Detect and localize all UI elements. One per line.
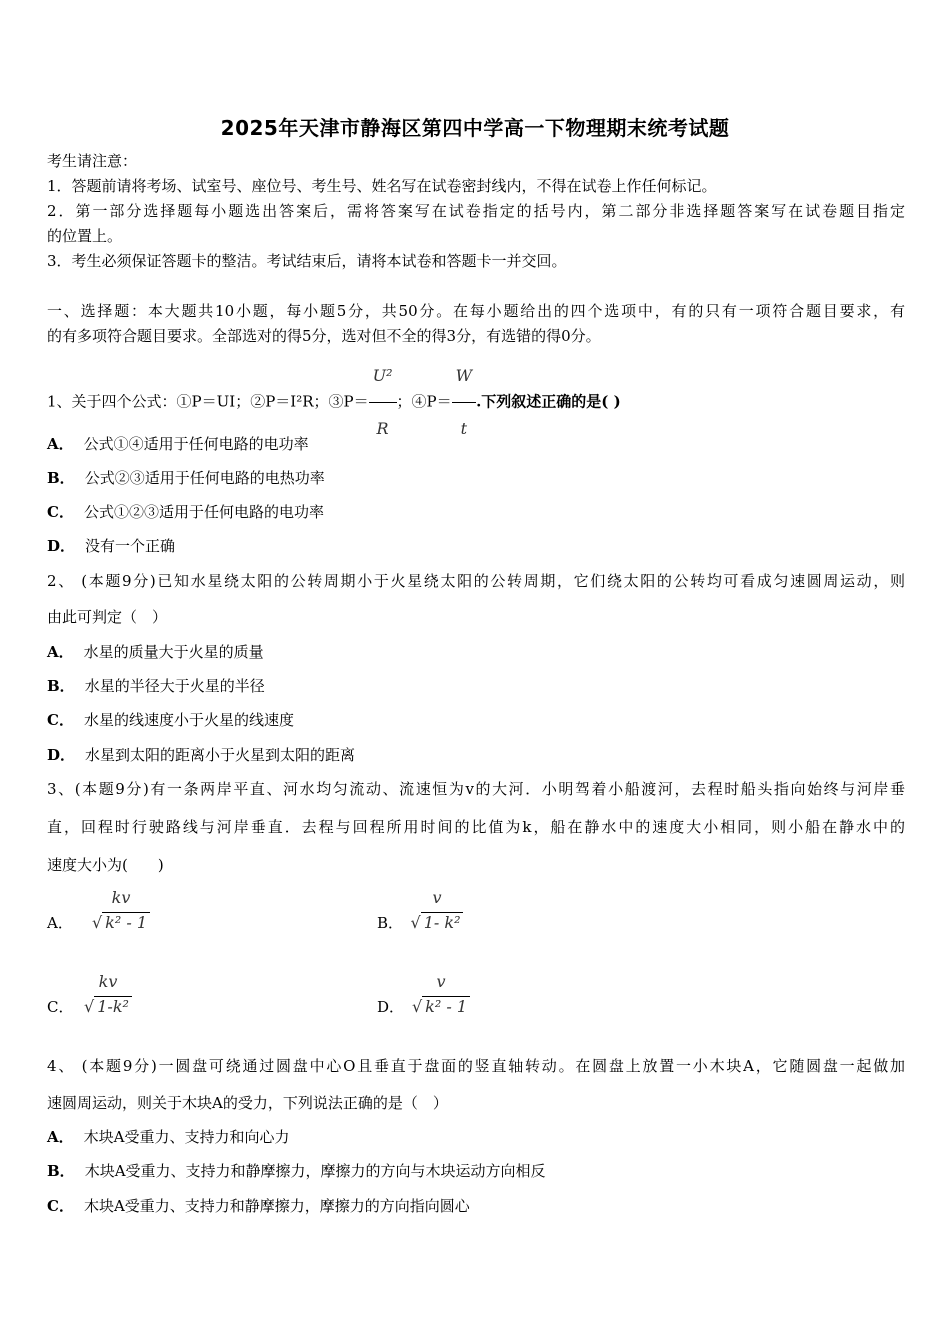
q3-d-denominator: k² - 1 bbox=[422, 996, 470, 1017]
formula-w-over-t bbox=[452, 352, 476, 453]
q4-option-c: C． 木块A受重力、支持力和静摩擦力，摩擦力的方向指向圆心 bbox=[47, 1197, 470, 1215]
q3-option-c-formula: kv √ 1-k² bbox=[78, 972, 138, 1017]
notice-item-3: 3．考生必须保证答题卡的整洁。考试结束后，请将本试卷和答题卡一并交回。 bbox=[47, 252, 567, 270]
q3-b-numerator: v bbox=[432, 888, 442, 907]
notice-item-2-cont: 的位置上。 bbox=[47, 227, 123, 245]
question-2-line1: 2、 (本题9分)已知水星绕太阳的公转周期小于火星绕太阳的公转周期，它们绕太阳的公转均可看成匀速圆周运动，则 bbox=[47, 572, 905, 590]
formula-4-denominator: t bbox=[452, 402, 476, 453]
formula-3-numerator: U² bbox=[372, 366, 393, 385]
notice-item-1: 1．答题前请将考场、试室号、座位号、考生号、姓名写在试卷密封线内，不得在试卷上作任何标记。 bbox=[47, 177, 717, 195]
question-2-line2: 由此可判定（ ） bbox=[47, 608, 168, 626]
q3-option-a-formula: kv √ k² - 1 bbox=[88, 888, 154, 933]
section-intro-line2: 的有多项符合题目要求。全部选对的得5分，选对但不全的得3分，有选错的得0分。 bbox=[47, 327, 601, 345]
q3-d-numerator: v bbox=[436, 972, 446, 991]
q2-option-b: B． 水星的半径大于火星的半径 bbox=[47, 677, 265, 695]
q2-option-d: D． 水星到太阳的距离小于火星到太阳的距离 bbox=[47, 746, 356, 764]
formula-u2-over-r bbox=[369, 352, 397, 453]
q1-option-b: B． 公式②③适用于任何电路的电热功率 bbox=[47, 469, 325, 487]
notice-heading: 考生请注意： bbox=[47, 152, 138, 170]
notice-item-2: 2．第一部分选择题每小题选出答案后，需将答案写在试卷指定的括号内，第二部分非选择题答案写在试卷题目指定 bbox=[47, 202, 905, 220]
section-intro-line1: 一、选择题：本大题共10小题，每小题5分，共50分。在每小题给出的四个选项中，有的只有一项符合题目要求，有 bbox=[47, 302, 905, 320]
q1-suffix: .下列叙述正确的是( ) bbox=[476, 392, 621, 411]
question-4-line1: 4、 (本题9分)一圆盘可绕通过圆盘中心O且垂直于盘面的竖直轴转动。在圆盘上放置一小木块A，它随圆盘一起做加 bbox=[47, 1057, 905, 1075]
q1-mid: ；④P＝ bbox=[396, 392, 452, 411]
q3-c-numerator: kv bbox=[98, 972, 118, 991]
q1-option-a: A． 公式①④适用于任何电路的电功率 bbox=[47, 435, 309, 453]
q3-option-a-label: A． bbox=[47, 914, 73, 932]
q1-option-c: C． 公式①②③适用于任何电路的电功率 bbox=[47, 503, 324, 521]
q1-prefix: 1、关于四个公式：①P＝UI；②P＝I²R；③P＝ bbox=[47, 392, 369, 411]
q1-option-d: D． 没有一个正确 bbox=[47, 537, 176, 555]
q2-option-c: C． 水星的线速度小于火星的线速度 bbox=[47, 711, 294, 729]
formula-3-denominator: R bbox=[369, 402, 397, 453]
formula-4-numerator: W bbox=[455, 366, 473, 385]
q4-option-a: A． 木块A受重力、支持力和向心力 bbox=[47, 1128, 290, 1146]
page-title: 2025年天津市静海区第四中学高一下物理期末统考试题 bbox=[220, 116, 730, 140]
question-3-line3: 速度大小为( ) bbox=[47, 856, 164, 874]
q3-option-b-label: B． bbox=[377, 914, 404, 932]
q3-option-b-formula: v √ 1- k² bbox=[404, 888, 470, 933]
q3-a-denominator: k² - 1 bbox=[102, 912, 150, 933]
q3-c-denominator: 1-k² bbox=[94, 996, 132, 1017]
q3-option-d-label: D． bbox=[377, 998, 405, 1016]
q2-option-a: A． 水星的质量大于火星的质量 bbox=[47, 643, 264, 661]
question-4-line2: 速圆周运动，则关于木块A的受力，下列说法正确的是（ ） bbox=[47, 1094, 448, 1112]
q3-option-d-formula: v √ k² - 1 bbox=[408, 972, 474, 1017]
q4-option-b: B． 木块A受重力、支持力和静摩擦力，摩擦力的方向与木块运动方向相反 bbox=[47, 1162, 546, 1180]
q3-option-c-label: C． bbox=[47, 998, 74, 1016]
question-3-line2: 直，回程时行驶路线与河岸垂直．去程与回程所用时间的比值为k，船在静水中的速度大小相同，则小船在静水中的 bbox=[47, 818, 905, 836]
q3-b-denominator: 1- k² bbox=[421, 912, 464, 933]
question-3-line1: 3、(本题9分)有一条两岸平直、河水均匀流动、流速恒为v的大河．小明驾着小船渡河，去程时船头指向始终与河岸垂 bbox=[47, 780, 905, 798]
q3-a-numerator: kv bbox=[111, 888, 131, 907]
